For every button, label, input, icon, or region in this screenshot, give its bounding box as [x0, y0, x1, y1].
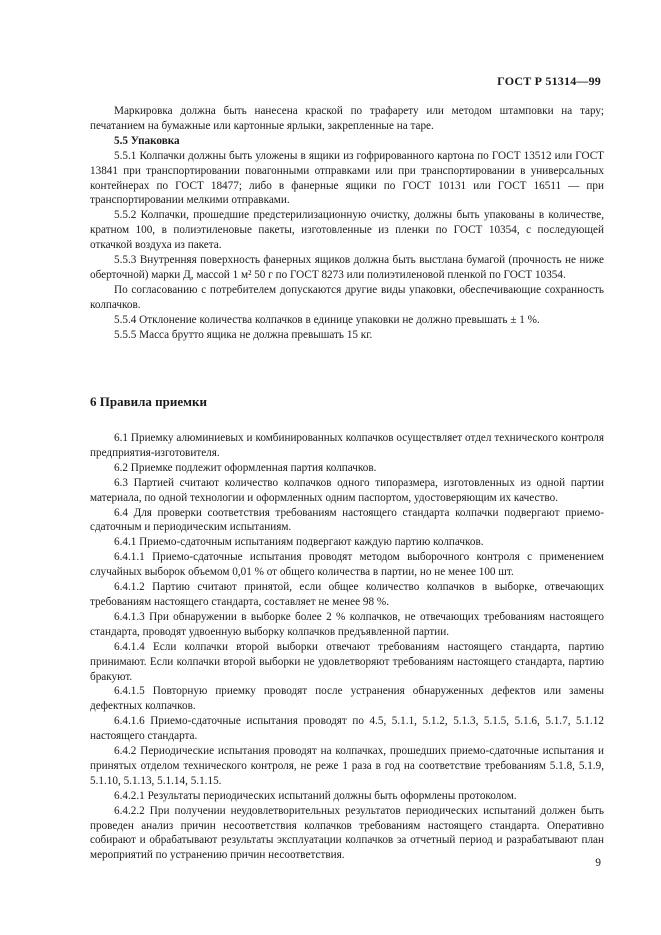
paragraph-6-4: 6.4 Для проверки соответствия требованиям настоящего стандарта колпачки подвергают приемо-сдаточным и периодическим испытаниям. — [90, 506, 604, 534]
paragraph-5-5-4: 5.5.4 Отклонение количества колпачков в единице упаковки не должно превышать ± 1 %. — [114, 313, 540, 326]
paragraph-6-4-1-1: 6.4.1.1 Приемо-сдаточные испытания проводят методом выборочного контроля с применением случайных выборок объемом 0,01 % от общего количества в партии, но не менее 100 шт. — [90, 551, 604, 579]
paragraph-5-5-2: 5.5.2 Колпачки, прошедшие предстерилизационную очистку, должны быть упакованы в количестве, кратном 100, в полиэтиленовые пакеты, изготовленные из пленки по ГОСТ 10354, с последующей откачкой воздуха из пакета. — [90, 209, 604, 252]
paragraph-marking: Маркировка должна быть нанесена краской по трафарету или методом штамповки на тару; печатанием на бумажные или картонные ярлыки, закрепленные на таре. — [90, 105, 604, 132]
paragraph-6-4-1-4: 6.4.1.4 Если колпачки второй выборки отвечают требованиям настоящего стандарта, партию принимают. Если колпачки второй выборки не удовлетворяют требованиям настоящего стандарта, партию бракуют. — [90, 640, 604, 683]
paragraph-6-4-1-3: 6.4.1.3 При обнаружении в выборке более 2 % колпачков, не отвечающих требованиям настоящего стандарта, проводят удвоенную выборку колпачков предъявленной партии. — [90, 610, 604, 638]
paragraph-6-2: 6.2 Приемке подлежит оформленная партия колпачков. — [114, 461, 377, 474]
paragraph-6-4-1-5: 6.4.1.5 Повторную приемку проводят после устранения обнаруженных дефектов или замены дефектных колпачков. — [90, 685, 604, 713]
paragraph-6-4-1: 6.4.1 Приемо-сдаточным испытаниям подвергают каждую партию колпачков. — [114, 536, 484, 549]
document-code-header: ГОСТ Р 51314—99 — [497, 74, 601, 88]
subsection-title-packaging: 5.5 Упаковка — [114, 134, 180, 147]
packaging-section — [90, 104, 604, 343]
paragraph-6-4-2-1: 6.4.2.1 Результаты периодических испытаний должны быть оформлены протоколом. — [114, 789, 517, 802]
paragraph-other-packaging: По согласованию с потребителем допускаются другие виды упаковки, обеспечивающие сохранность колпачков. — [90, 283, 604, 311]
paragraph-6-4-2-2: 6.4.2.2 При получении неудовлетворительных результатов периодических испытаний должен быть проведен анализ причин несоответствия колпачков требованиям настоящего стандарта. Оперативно собирают и обрабатывают результаты эксплуатации колпачков за отчетный период и разрабатывают план мероприятий по устранению причин несоответствия. — [90, 804, 604, 862]
paragraph-5-5-1: 5.5.1 Колпачки должны быть уложены в ящики из гофрированного картона по ГОСТ 13512 или ГОСТ 13841 при транспортировании повагонными отправками или при транспортировании в универсальных контейнерах по ГОСТ 18477; либо в фанерные ящики по ГОСТ 10131 или ГОСТ 16511 — при транспортировании мелкими отправками. — [90, 149, 604, 207]
paragraph-6-4-1-2: 6.4.1.2 Партию считают принятой, если общее количество колпачков в выборке, отвечающих требованиям настоящего стандарта, составляет не менее 98 %. — [90, 581, 604, 608]
paragraph-6-4-2: 6.4.2 Периодические испытания проводят на колпачках, прошедших приемо-сдаточные испытания и принятых отделом технического контроля, не реже 1 раза в год на соответствие требованиям 5.1.8, 5.1.9, 5.1.10, 5.1.13, 5.1.14, 5.1.15. — [90, 745, 604, 787]
acceptance-rules-section — [90, 431, 604, 863]
paragraph-6-1: 6.1 Приемку алюминиевых и комбинированных колпачков осуществляет отдел технического контроля предприятия-изготовителя. — [90, 432, 604, 459]
section-title-acceptance-rules: 6 Правила приемки — [90, 394, 207, 409]
paragraph-5-5-3: 5.5.3 Внутренняя поверхность фанерных ящиков должна быть выстлана бумагой (прочность не ниже оберточной) марки Д, массой 1 м² 50 г по ГОСТ 8273 или полиэтиленовой пленкой по ГОСТ 10354. — [90, 254, 604, 281]
page-number: 9 — [595, 857, 601, 869]
paragraph-6-4-1-6: 6.4.1.6 Приемо-сдаточные испытания проводят по 4.5, 5.1.1, 5.1.2, 5.1.3, 5.1.5, 5.1.6, 5.1.7, 5.1.12 настоящего стандарта. — [90, 715, 604, 743]
paragraph-5-5-5: 5.5.5 Масса брутто ящика не должна превышать 15 кг. — [114, 328, 373, 341]
paragraph-6-3: 6.3 Партией считают количество колпачков одного типоразмера, изготовленных из одной партии материала, по одной технологии и оформленных одним паспортом, удостоверяющим их качество. — [90, 476, 604, 504]
